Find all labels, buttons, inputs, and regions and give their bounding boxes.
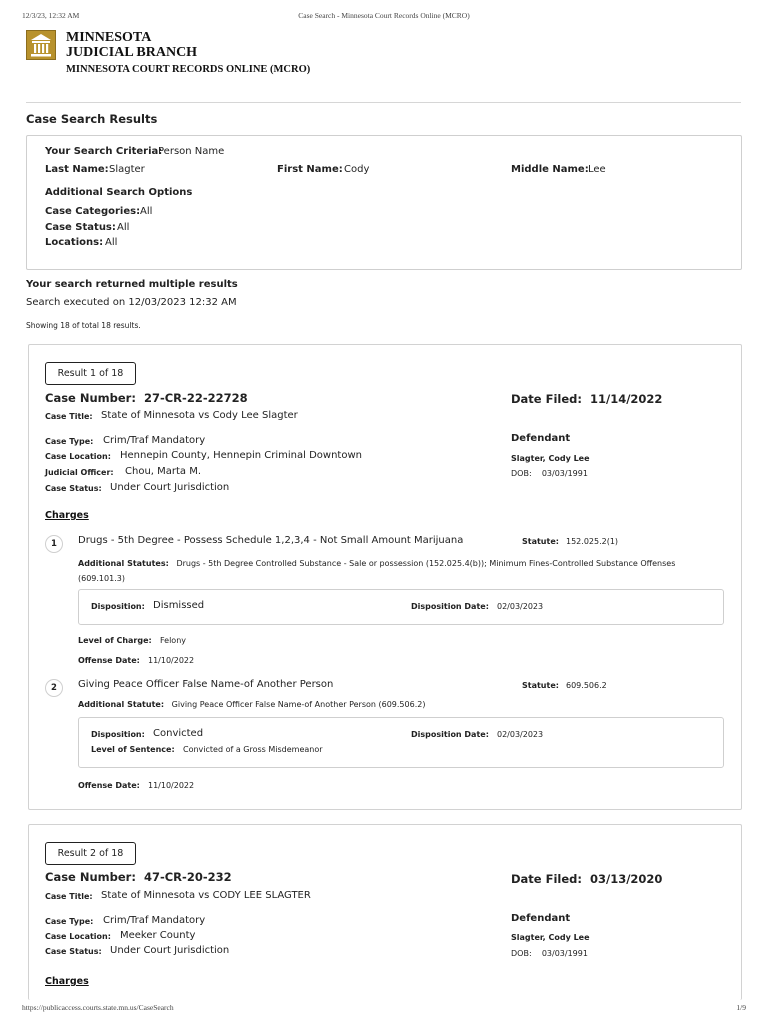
level-of-charge-label: Level of Charge:: [78, 636, 152, 645]
dob-label: DOB:: [511, 469, 532, 478]
case-type-label: Case Type:: [45, 437, 94, 446]
level-of-charge-value: Felony: [160, 636, 187, 645]
additional-statute: [78, 700, 425, 709]
case-categories-label: Case Categories:: [45, 206, 141, 217]
date-filed: [511, 392, 662, 406]
brand-name: [66, 30, 197, 60]
disposition-date-value: 02/03/2023: [497, 730, 544, 739]
middle-name-value: Lee: [588, 164, 606, 175]
case-location-value: Hennepin County, Hennepin Criminal Downtown: [120, 450, 362, 461]
case-number[interactable]: [45, 870, 232, 884]
party-name[interactable]: Slagter, Cody Lee: [511, 454, 590, 463]
results-count-text: Showing 18 of total 18 results.: [26, 321, 141, 330]
disposition-box: [78, 717, 724, 768]
additional-statutes-value: Drugs - 5th Degree Controlled Substance - Sale or possession (152.025.4(b)); Minimum Fines-Controlled Substance Offenses (609.101.3): [78, 559, 676, 583]
dob-value: 03/03/1991: [541, 469, 588, 478]
case-type-label: Case Type:: [45, 917, 94, 926]
print-url: https://publicaccess.courts.state.mn.us/CaseSearch: [22, 1003, 174, 1012]
result-card: [28, 824, 742, 1000]
additional-statutes-label: Additional Statutes:: [78, 559, 169, 568]
print-page-number: 1/9: [736, 1003, 746, 1012]
disposition-label: Disposition:: [91, 602, 145, 611]
level-of-sentence-value: Convicted of a Gross Misdemeanor: [183, 745, 323, 754]
case-location-label: Case Location:: [45, 932, 111, 941]
party-role: Defendant: [511, 913, 571, 924]
dob-value: 03/03/1991: [541, 949, 588, 958]
brand-line1: MINNESOTA: [66, 30, 152, 45]
statute-value: 152.025.2(1): [566, 537, 619, 546]
charges-link[interactable]: Charges: [45, 976, 89, 987]
case-status-value: Under Court Jurisdiction: [110, 482, 230, 493]
date-filed-label: Date Filed:: [511, 392, 582, 406]
brand-line2: JUDICIAL BRANCH: [66, 45, 198, 60]
charge-description: Giving Peace Officer False Name-of Another Person: [78, 679, 334, 690]
case-number-value: 47-CR-20-232: [143, 870, 232, 884]
date-filed-label: Date Filed:: [511, 872, 582, 886]
locations-value: All: [105, 237, 118, 248]
case-number-label: Case Number:: [45, 391, 136, 405]
criteria-label: Your Search Criteria:: [45, 146, 163, 157]
case-status-label: Case Status:: [45, 222, 116, 233]
case-status-value: All: [117, 222, 130, 233]
last-name-value: Slagter: [109, 164, 145, 175]
offense-date-label: Offense Date:: [78, 656, 140, 665]
print-page-title: Case Search - Minnesota Court Records Online (MCRO): [298, 11, 470, 20]
header-divider: [26, 102, 741, 103]
additional-statute-label: Additional Statute:: [78, 700, 165, 709]
last-name-label: Last Name:: [45, 164, 109, 175]
case-title-value: State of Minnesota vs CODY LEE SLAGTER: [101, 890, 311, 901]
case-number[interactable]: [45, 391, 248, 405]
search-criteria-panel: [26, 135, 742, 270]
case-number-label: Case Number:: [45, 870, 136, 884]
disposition-value: Dismissed: [153, 600, 205, 611]
judicial-officer-value: Chou, Marta M.: [125, 466, 202, 477]
result-card: [28, 344, 742, 810]
statute-value: 609.506.2: [566, 681, 607, 690]
brand-subtitle: MINNESOTA COURT RECORDS ONLINE (MCRO): [66, 64, 311, 75]
courthouse-icon: [26, 30, 56, 60]
date-filed-value: 03/13/2020: [590, 872, 663, 886]
locations-label: Locations:: [45, 237, 104, 248]
case-status-label: Case Status:: [45, 484, 102, 493]
disposition-date-label: Disposition Date:: [411, 730, 489, 739]
case-location-label: Case Location:: [45, 452, 111, 461]
disposition-value: Convicted: [153, 728, 204, 739]
case-title-label: Case Title:: [45, 412, 93, 421]
first-name-label: First Name:: [277, 164, 343, 175]
charge-number: 2: [45, 679, 63, 697]
party-name[interactable]: Slagter, Cody Lee: [511, 933, 590, 942]
offense-date-value: 11/10/2022: [148, 656, 195, 665]
disposition-date-value: 02/03/2023: [497, 602, 544, 611]
case-title-label: Case Title:: [45, 892, 93, 901]
disposition-label: Disposition:: [91, 730, 145, 739]
charge-description: Drugs - 5th Degree - Possess Schedule 1,2,3,4 - Not Small Amount Marijuana: [78, 535, 464, 546]
charge-number: 1: [45, 535, 63, 553]
charges-link[interactable]: Charges: [45, 510, 89, 521]
dob-label: DOB:: [511, 949, 532, 958]
case-status-value: Under Court Jurisdiction: [110, 945, 230, 956]
disposition-box: [78, 589, 724, 625]
page-title: Case Search Results: [26, 112, 158, 126]
case-number-value: 27-CR-22-22728: [143, 391, 248, 405]
results-summary: Your search returned multiple results: [26, 279, 238, 290]
search-executed-text: Search executed on 12/03/2023 12:32 AM: [26, 297, 237, 308]
criteria-value: Person Name: [158, 146, 225, 157]
case-title-value: State of Minnesota vs Cody Lee Slagter: [101, 410, 298, 421]
statute-label: Statute:: [522, 681, 559, 690]
level-of-sentence-label: Level of Sentence:: [91, 745, 175, 754]
judicial-officer-label: Judicial Officer:: [45, 468, 114, 477]
middle-name-label: Middle Name:: [511, 164, 589, 175]
result-index-badge: Result 1 of 18: [45, 362, 136, 385]
case-location-value: Meeker County: [120, 930, 196, 941]
offense-date-value: 11/10/2022: [148, 781, 195, 790]
result-index-badge: Result 2 of 18: [45, 842, 136, 865]
additional-statute-value: Giving Peace Officer False Name-of Another Person (609.506.2): [171, 700, 426, 709]
party-dob: [511, 469, 588, 478]
statute-label: Statute:: [522, 537, 559, 546]
additional-statutes: [78, 556, 718, 586]
party-role: Defendant: [511, 433, 571, 444]
additional-options-heading: Additional Search Options: [45, 187, 193, 198]
disposition-date-label: Disposition Date:: [411, 602, 489, 611]
case-categories-value: All: [140, 206, 153, 217]
case-status-label: Case Status:: [45, 947, 102, 956]
date-filed-value: 11/14/2022: [590, 392, 663, 406]
print-datetime: 12/3/23, 12:32 AM: [22, 11, 80, 20]
first-name-value: Cody: [344, 164, 370, 175]
date-filed: [511, 872, 662, 886]
party-dob: [511, 949, 588, 958]
offense-date-label: Offense Date:: [78, 781, 140, 790]
case-type-value: Crim/Traf Mandatory: [103, 435, 206, 446]
case-type-value: Crim/Traf Mandatory: [103, 915, 206, 926]
